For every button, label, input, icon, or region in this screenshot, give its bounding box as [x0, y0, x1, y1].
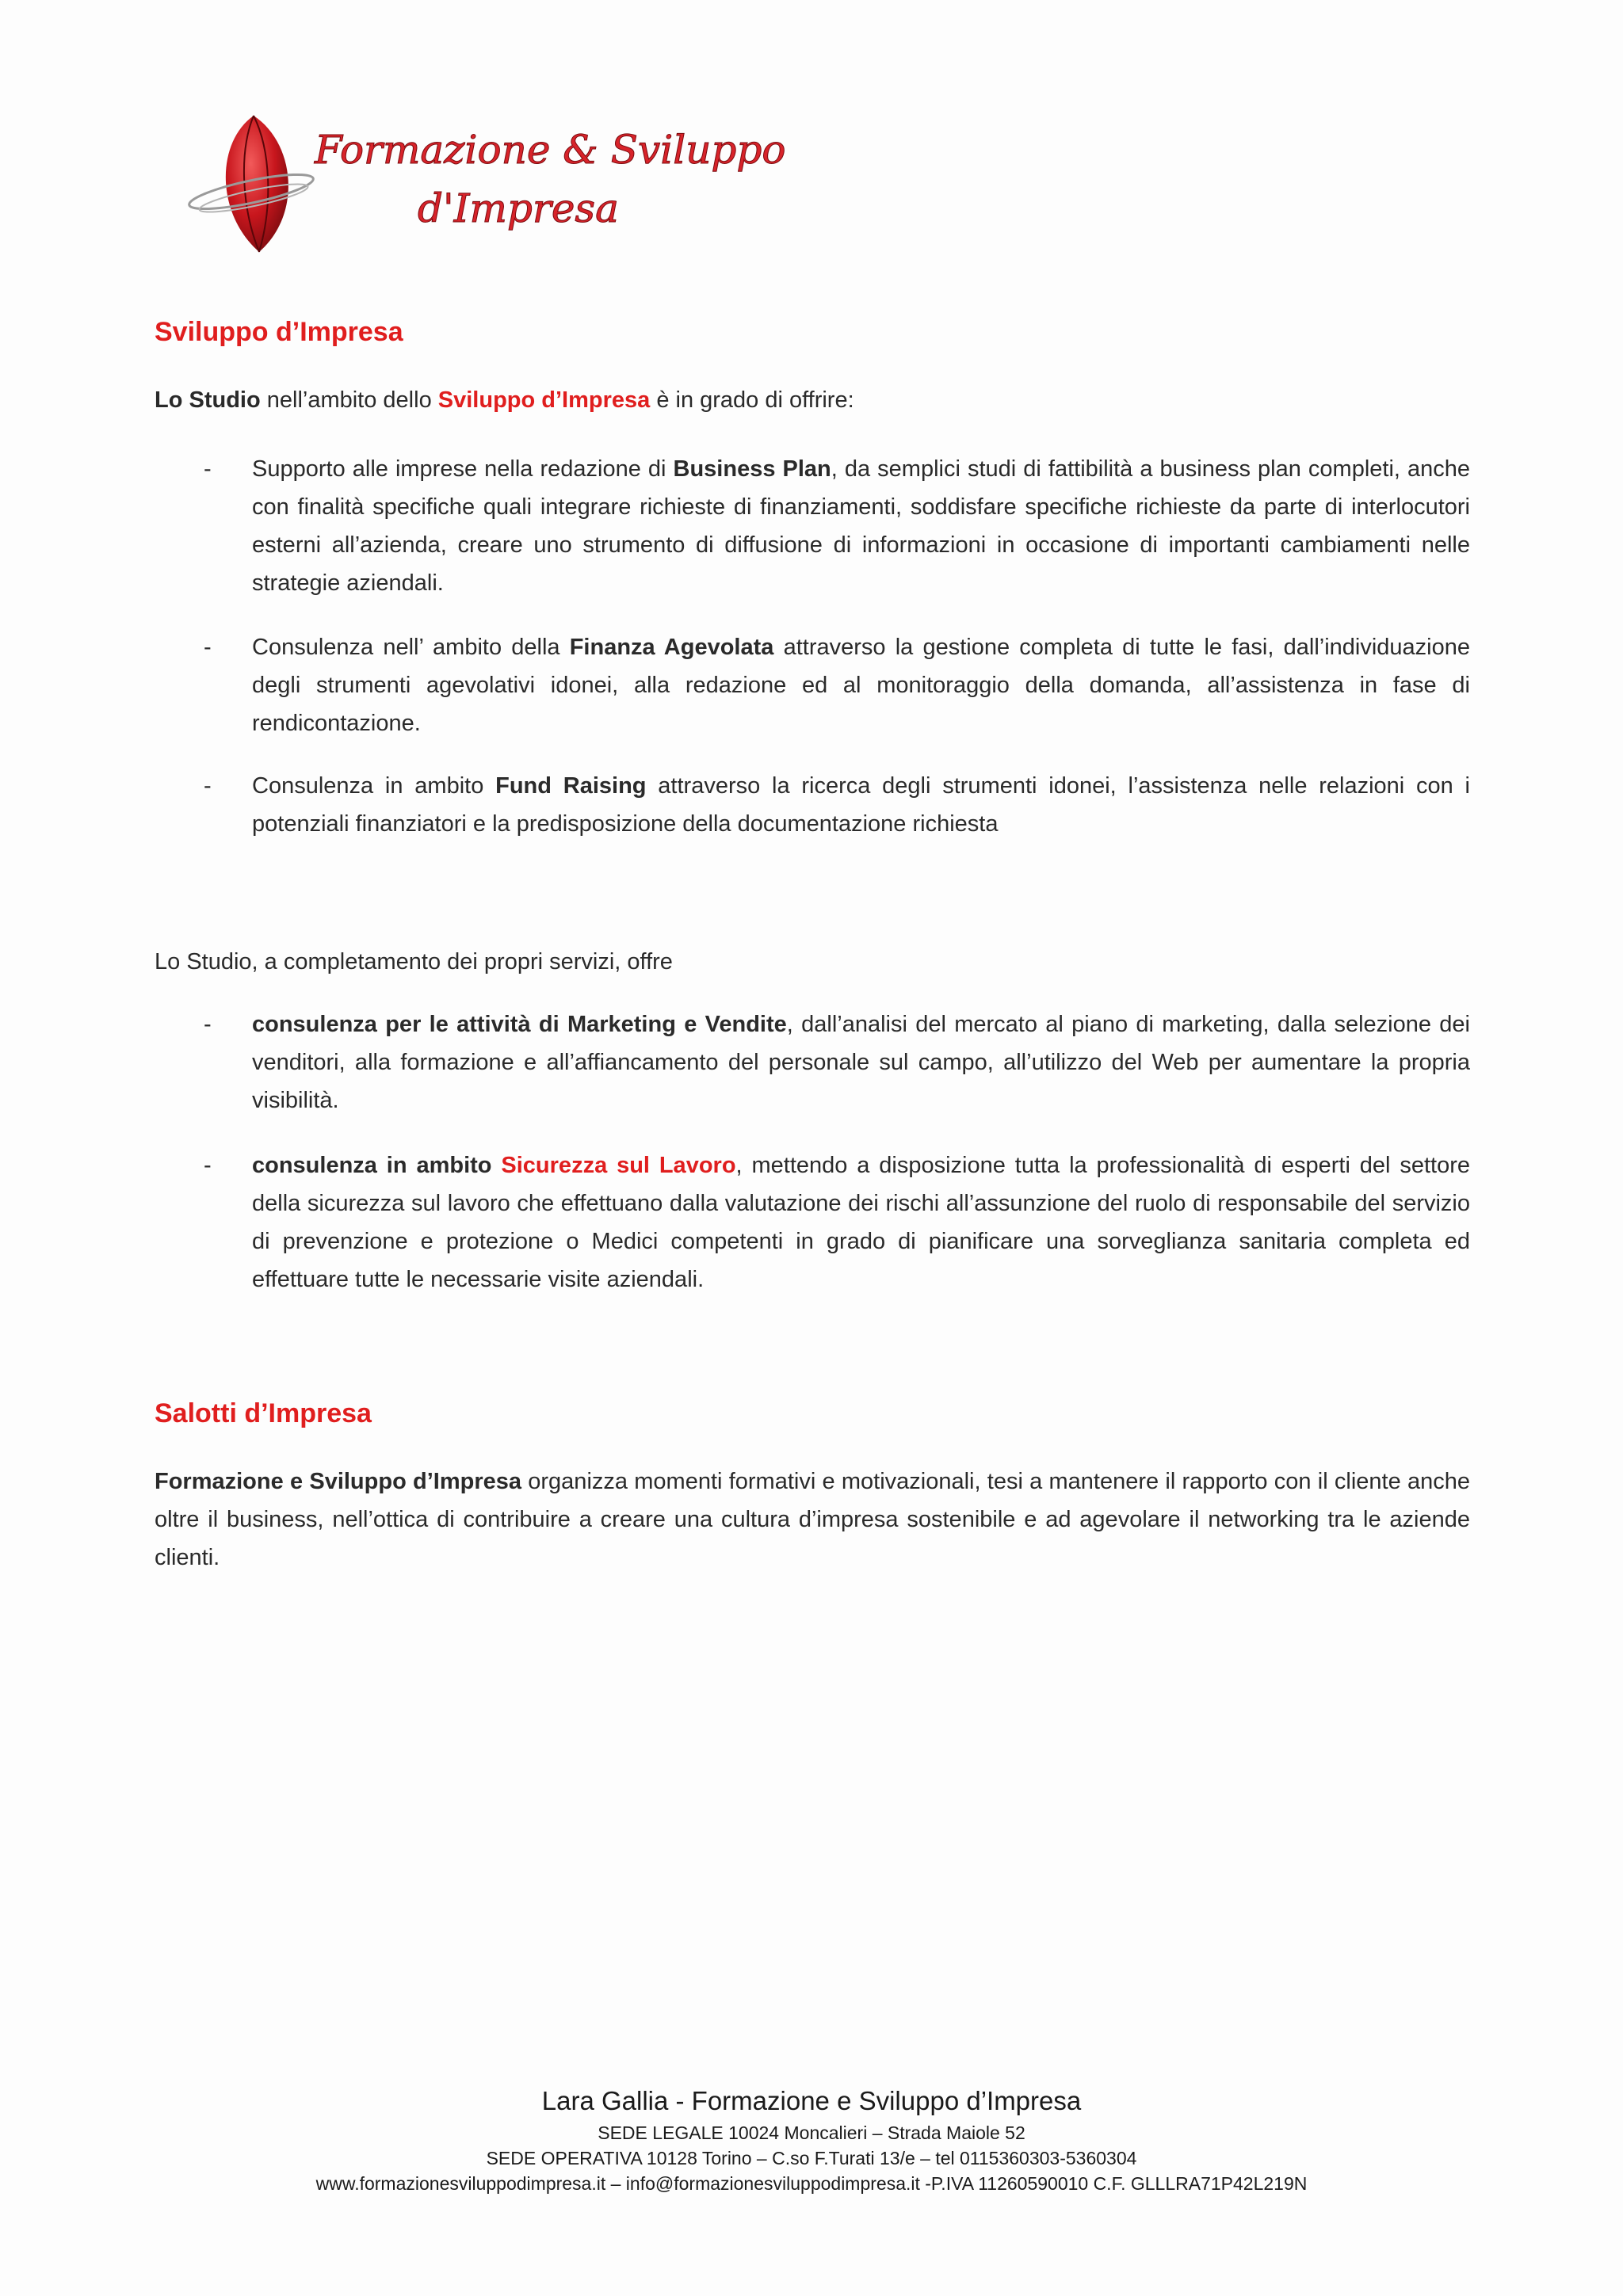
text-run: organizza momenti formativi e motivazionali, tesi a mantenere il rapporto con il cliente anche oltre il business, nell’ottica di contribuire a creare una cultura d’impresa sostenibile e ad agevolare il networking tra le aziende clienti.: [155, 1469, 1470, 1570]
intro-end: è in grado di offrire:: [650, 387, 854, 413]
footer-office-address: SEDE OPERATIVA 10128 Torino – C.so F.Turati 13/e – tel 0115360303-5360304: [486, 2148, 1137, 2168]
red-term: Sicurezza sul Lavoro: [501, 1153, 736, 1178]
bold-term: Business Plan: [673, 456, 831, 482]
section-title-salotti: Salotti d’Impresa: [155, 1398, 372, 1428]
text-run: , dall’analisi del mercato al piano di marketing, dalla selezione dei venditori, alla formazione e all’affiancamento del personale sul campo, all’utilizzo del Web per aumentare la propria visibilità.: [252, 1012, 1470, 1113]
text-run: Consulenza nell’ ambito della: [252, 635, 570, 660]
bold-term: consulenza per le attività di Marketing e Vendite: [252, 1012, 787, 1037]
list-dash: -: [204, 456, 212, 482]
text-run: attraverso la gestione completa di tutte le fasi, dall’individuazione degli strumenti agevolativi idonei, alla redazione ed al monitoraggio della domanda, all’assistenza in fase di rendicontazione.: [252, 635, 1470, 736]
logo-line2: d'Impresa: [418, 185, 619, 231]
footer-legal-address: SEDE LEGALE 10024 Moncalieri – Strada Maiole 52: [598, 2122, 1025, 2143]
list-dash: -: [204, 635, 212, 660]
footer-name: Lara Gallia - Formazione e Sviluppo d’Impresa: [541, 2086, 1082, 2115]
list-dash: -: [204, 1153, 212, 1178]
bold-term: Fund Raising: [495, 773, 647, 799]
section2-intro: Lo Studio, a completamento dei propri servizi, offre: [155, 949, 673, 974]
list-item-text: [252, 767, 1470, 843]
text-run: Consulenza in ambito: [252, 773, 496, 799]
list-item-text: [252, 628, 1470, 742]
bold-term: Finanza Agevolata: [569, 635, 774, 660]
section3-body: [155, 1463, 1470, 1577]
intro-red: Sviluppo d’Impresa: [437, 387, 651, 413]
section-title-sviluppo: Sviluppo d’Impresa: [155, 317, 403, 347]
text-run: attraverso la ricerca degli strumenti idonei, l’assistenza nelle relazioni con i potenziali finanziatori e la predisposizione della documentazione richiesta: [252, 773, 1470, 837]
section1-intro: [155, 381, 1470, 419]
intro-bold: Lo Studio: [155, 387, 261, 413]
list-item-text: [252, 1005, 1470, 1119]
bold-term: consulenza in ambito: [252, 1153, 502, 1178]
intro-mid: nell’ambito dello: [260, 387, 438, 413]
text-run: , da semplici studi di fattibilità a business plan completi, anche con finalità specifiche quali integrare richieste di finanziamenti, soddisfare specifiche richieste da parte di interlocutori esterni all’azienda, creare uno strumento di diffusione di informazioni in occasione di importanti cambiamenti nelle strategie aziendali.: [252, 456, 1471, 596]
logo-line1: Formazione & Sviluppo: [315, 127, 786, 173]
text-run: Supporto alle imprese nella redazione di: [252, 456, 674, 482]
bold-term: Formazione e Sviluppo d’Impresa: [155, 1469, 522, 1494]
footer-contacts: www.formazionesviluppodimpresa.it – info@formazionesviluppodimpresa.it -P.IVA 11260590010 C.F. GLLLRA71P42L219N: [315, 2173, 1308, 2194]
list-item-text: [252, 1146, 1470, 1299]
list-dash: -: [204, 773, 212, 799]
text-run: , mettendo a disposizione tutta la professionalità di esperti del settore della sicurezza sul lavoro che effettuano dalla valutazione dei rischi all’assunzione del ruolo di responsabile del servizio di prevenzione e protezione o Medici competenti in grado di pianificare una sorveglianza sanitaria completa ed effettuare tutte le necessarie visite aziendali.: [252, 1153, 1470, 1292]
company-logo: [184, 111, 786, 261]
list-item-text: [252, 450, 1470, 602]
list-dash: -: [204, 1012, 212, 1037]
